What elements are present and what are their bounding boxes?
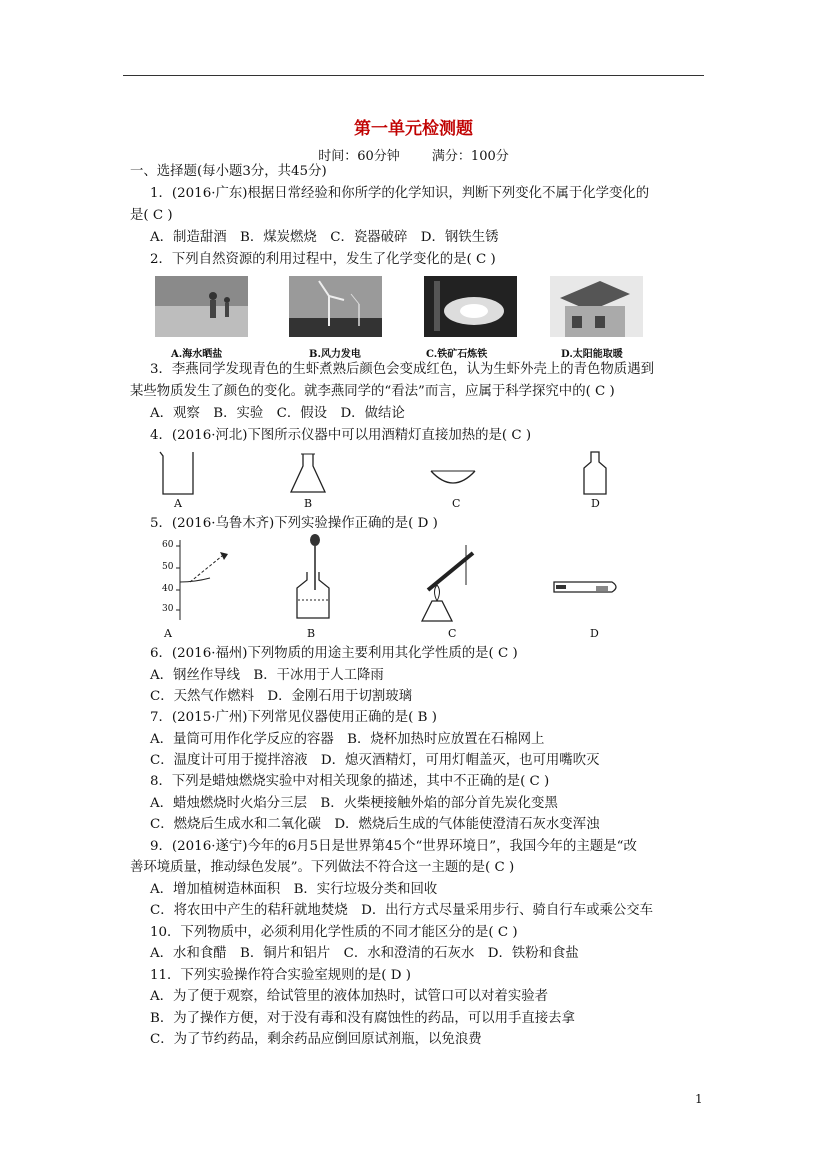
beaker-figure [155, 450, 200, 498]
q6-stem: 6．(2016·福州)下列物质的用途主要利用其化学性质的是( C ) [150, 646, 518, 661]
q3-stem-2: 某些物质发生了颜色的变化。就李燕同学的“看法”而言，应属于科学探究中的( C ) [130, 384, 615, 399]
q8-options-1: A．蜡烛燃烧时火焰分三层 B．火柴梗接触外焰的部分首先炭化变黑 [150, 796, 558, 811]
page-number: 1 [695, 1092, 703, 1106]
q1-stem-2: 是( C ) [130, 208, 173, 223]
photo-solar-heating [550, 276, 643, 337]
photo-wind-power [289, 276, 382, 337]
dropper-bottle-figure [293, 532, 333, 622]
section-heading: 一、选择题(每小题3分，共45分) [130, 164, 327, 179]
header-rule [123, 75, 704, 76]
heating-test-tube-figure [418, 545, 483, 623]
q11-option-a: A．为了便于观察，给试管里的液体加热时，试管口可以对着实验者 [150, 989, 548, 1004]
q8-stem: 8．下列是蜡烛燃烧实验中对相关现象的描述，其中不正确的是( C ) [150, 774, 550, 789]
q5-label-b: B [307, 627, 316, 640]
q6-options-1: A．钢丝作导线 B．干冰用于人工降雨 [150, 668, 384, 683]
q4-stem: 4．(2016·河北)下图所示仪器中可以用酒精灯直接加热的是( C ) [150, 428, 532, 443]
q5-label-a: A [164, 627, 172, 640]
test-tube-powder-figure [552, 577, 627, 597]
q1-options: A．制造甜酒 B．煤炭燃烧 C．瓷器破碎 D．钢铁生锈 [150, 230, 499, 245]
q9-stem-1: 9．(2016·遂宁)今年的6月5日是世界第45个“世界环境日”，我国今年的主题是“改 [150, 839, 637, 854]
page-title: 第一单元检测题 [354, 119, 473, 139]
caption-b: B.风力发电 [309, 349, 361, 360]
q7-options-2: C．温度计可用于搅拌溶液 D．熄灭酒精灯，可用灯帽盖灭，也可用嘴吹灭 [150, 753, 600, 768]
q3-stem-1: 3．李燕同学发现青色的生虾煮熟后颜色会变成红色，认为生虾外壳上的青色物质遇到 [150, 362, 654, 377]
q3-options: A．观察 B．实验 C．假设 D．做结论 [150, 406, 405, 421]
q5-label-c: C [448, 627, 457, 640]
q9-options-1: A．增加植树造林面积 B．实行垃圾分类和回收 [150, 882, 438, 897]
q6-options-2: C．天然气作燃料 D．金刚石用于切割玻璃 [150, 689, 413, 704]
evaporating-dish-figure [428, 465, 478, 493]
q1-stem-1: 1．(2016·广东)根据日常经验和你所学的化学知识，判断下列变化不属于化学变化的 [150, 186, 650, 201]
tick-50: 50 [162, 562, 174, 572]
q11-option-b: B．为了操作方便，对于没有毒和没有腐蚀性的药品，可以用手直接去拿 [150, 1011, 575, 1026]
reagent-bottle-figure [580, 450, 610, 498]
photo-iron-smelting [424, 276, 517, 337]
tick-40: 40 [162, 584, 174, 594]
tick-30: 30 [162, 604, 174, 614]
q7-options-1: A．量筒可用作化学反应的容器 B．烧杯加热时应放置在石棉网上 [150, 732, 545, 747]
q4-label-a: A [174, 497, 182, 510]
q11-stem: 11．下列实验操作符合实验室规则的是( D ) [150, 968, 411, 983]
full-score: 满分：100分 [431, 149, 509, 164]
q11-option-c: C．为了节约药品，剩余药品应倒回原试剂瓶，以免浪费 [150, 1032, 482, 1047]
q4-label-d: D [591, 497, 600, 510]
q8-options-2: C．燃烧后生成水和二氧化碳 D．燃烧后生成的气体能使澄清石灰水变浑浊 [150, 817, 600, 832]
q2-stem: 2．下列自然资源的利用过程中，发生了化学变化的是( C ) [150, 252, 496, 267]
caption-a: A.海水晒盐 [171, 349, 223, 360]
photo-sea-salt [155, 276, 248, 337]
tick-60: 60 [162, 540, 174, 550]
exam-meta [0, 145, 827, 164]
q4-label-c: C [452, 497, 461, 510]
time-limit: 时间：60分钟 [318, 149, 400, 164]
conical-flask-figure [287, 450, 329, 498]
q4-label-b: B [304, 497, 313, 510]
q5-stem: 5．(2016·乌鲁木齐)下列实验操作正确的是( D ) [150, 516, 438, 531]
q7-stem: 7．(2015·广州)下列常见仪器使用正确的是( B ) [150, 710, 437, 725]
q9-options-2: C．将农田中产生的秸秆就地焚烧 D．出行方式尽量采用步行、骑自行车或乘公交车 [150, 903, 654, 918]
q10-options: A．水和食醋 B．铜片和铝片 C．水和澄清的石灰水 D．铁粉和食盐 [150, 946, 579, 961]
q10-stem: 10．下列物质中，必须利用化学性质的不同才能区分的是( C ) [150, 925, 518, 940]
caption-c: C.铁矿石炼铁 [426, 349, 488, 360]
q9-stem-2: 善环境质量，推动绿色发展”。下列做法不符合这一主题的是( C ) [130, 860, 515, 875]
caption-d: D.太阳能取暖 [561, 349, 623, 360]
q5-label-d: D [590, 627, 599, 640]
